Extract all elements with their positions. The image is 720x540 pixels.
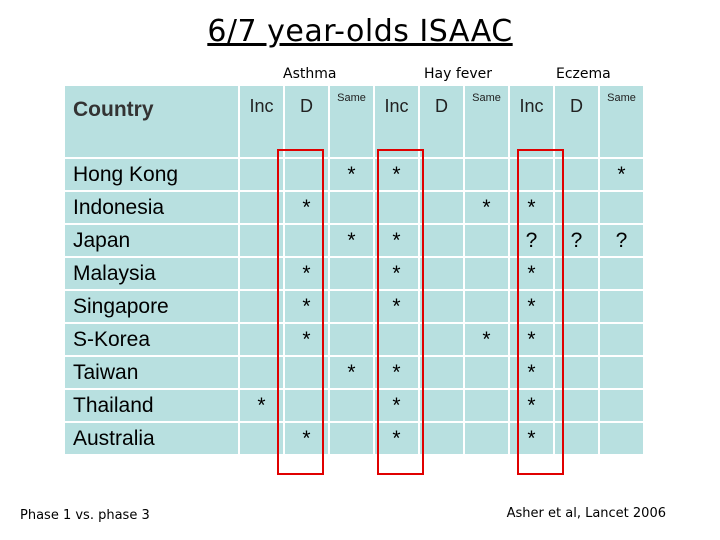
cell-asthma-same: [329, 191, 374, 224]
cell-hayfever-inc: *: [374, 158, 419, 191]
cell-eczema-inc: *: [509, 422, 554, 455]
cell-eczema-inc: [509, 158, 554, 191]
cell-eczema-d: [554, 158, 599, 191]
country-cell: Australia: [64, 422, 239, 455]
cell-asthma-same: [329, 323, 374, 356]
cell-hayfever-same: [464, 422, 509, 455]
cell-asthma-d: *: [284, 191, 329, 224]
cell-hayfever-inc: [374, 323, 419, 356]
header-country: Country: [64, 85, 239, 158]
cell-hayfever-same: [464, 389, 509, 422]
cell-eczema-d: [554, 323, 599, 356]
cell-hayfever-d: [419, 389, 464, 422]
table-row: [64, 356, 644, 389]
cell-asthma-d: *: [284, 257, 329, 290]
cell-eczema-same: ?: [599, 224, 644, 257]
cell-eczema-d: [554, 389, 599, 422]
cell-hayfever-d: [419, 224, 464, 257]
group-label-asthma: Asthma: [283, 66, 337, 82]
cell-hayfever-d: [419, 356, 464, 389]
cell-eczema-same: [599, 389, 644, 422]
country-cell: S-Korea: [64, 323, 239, 356]
header-asthma-same: Same: [329, 85, 374, 158]
cell-hayfever-same: *: [464, 323, 509, 356]
cell-hayfever-same: [464, 158, 509, 191]
cell-asthma-d: *: [284, 323, 329, 356]
cell-hayfever-same: [464, 290, 509, 323]
cell-hayfever-d: [419, 323, 464, 356]
cell-eczema-d: ?: [554, 224, 599, 257]
cell-asthma-same: [329, 257, 374, 290]
cell-asthma-inc: [239, 422, 284, 455]
cell-hayfever-inc: *: [374, 422, 419, 455]
cell-hayfever-inc: *: [374, 224, 419, 257]
table-row: [64, 191, 644, 224]
cell-asthma-inc: [239, 191, 284, 224]
country-cell: Hong Kong: [64, 158, 239, 191]
cell-asthma-inc: *: [239, 389, 284, 422]
group-label-hayfever: Hay fever: [424, 66, 493, 82]
cell-asthma-inc: [239, 224, 284, 257]
cell-eczema-inc: *: [509, 257, 554, 290]
cell-asthma-d: [284, 224, 329, 257]
footer-citation: Asher et al, Lancet 2006: [506, 506, 666, 521]
cell-asthma-same: *: [329, 158, 374, 191]
country-cell: Malaysia: [64, 257, 239, 290]
table-row: [64, 257, 644, 290]
cell-eczema-inc: *: [509, 191, 554, 224]
cell-eczema-same: [599, 290, 644, 323]
cell-hayfever-inc: *: [374, 290, 419, 323]
country-cell: Thailand: [64, 389, 239, 422]
cell-eczema-same: [599, 356, 644, 389]
cell-hayfever-inc: *: [374, 389, 419, 422]
cell-hayfever-d: [419, 257, 464, 290]
cell-asthma-same: [329, 290, 374, 323]
cell-asthma-d: *: [284, 422, 329, 455]
header-hayfever-inc: Inc: [374, 85, 419, 158]
country-cell: Indonesia: [64, 191, 239, 224]
header-row: [64, 85, 644, 158]
cell-eczema-inc: *: [509, 356, 554, 389]
header-asthma-inc: Inc: [239, 85, 284, 158]
cell-hayfever-d: [419, 158, 464, 191]
header-hayfever-same: Same: [464, 85, 509, 158]
cell-asthma-same: [329, 389, 374, 422]
cell-hayfever-same: *: [464, 191, 509, 224]
results-table: [63, 84, 645, 456]
cell-eczema-same: *: [599, 158, 644, 191]
cell-hayfever-same: [464, 356, 509, 389]
cell-asthma-inc: [239, 158, 284, 191]
cell-eczema-inc: ?: [509, 224, 554, 257]
cell-asthma-same: [329, 422, 374, 455]
cell-eczema-inc: *: [509, 290, 554, 323]
cell-hayfever-inc: *: [374, 257, 419, 290]
cell-eczema-d: [554, 290, 599, 323]
cell-hayfever-same: [464, 224, 509, 257]
cell-asthma-d: [284, 356, 329, 389]
cell-asthma-d: [284, 158, 329, 191]
footer-phase-note: Phase 1 vs. phase 3: [20, 508, 150, 523]
table-row: [64, 158, 644, 191]
cell-hayfever-inc: *: [374, 356, 419, 389]
table-row: [64, 422, 644, 455]
cell-hayfever-d: [419, 422, 464, 455]
cell-hayfever-inc: [374, 191, 419, 224]
cell-asthma-d: *: [284, 290, 329, 323]
cell-hayfever-d: [419, 290, 464, 323]
slide-title: 6/7 year-olds ISAAC: [207, 14, 513, 49]
header-eczema-d: D: [554, 85, 599, 158]
cell-eczema-same: [599, 323, 644, 356]
cell-eczema-d: [554, 422, 599, 455]
table-row: [64, 323, 644, 356]
cell-eczema-d: [554, 356, 599, 389]
cell-asthma-inc: [239, 290, 284, 323]
header-eczema-same: Same: [599, 85, 644, 158]
cell-asthma-same: *: [329, 224, 374, 257]
country-cell: Singapore: [64, 290, 239, 323]
cell-eczema-d: [554, 191, 599, 224]
table-row: [64, 389, 644, 422]
cell-eczema-same: [599, 191, 644, 224]
cell-eczema-same: [599, 257, 644, 290]
country-cell: Taiwan: [64, 356, 239, 389]
cell-eczema-inc: *: [509, 389, 554, 422]
cell-hayfever-d: [419, 191, 464, 224]
cell-eczema-inc: *: [509, 323, 554, 356]
cell-asthma-inc: [239, 356, 284, 389]
country-cell: Japan: [64, 224, 239, 257]
header-asthma-d: D: [284, 85, 329, 158]
table-row: [64, 224, 644, 257]
table-row: [64, 290, 644, 323]
cell-asthma-d: [284, 389, 329, 422]
header-hayfever-d: D: [419, 85, 464, 158]
cell-eczema-d: [554, 257, 599, 290]
cell-asthma-same: *: [329, 356, 374, 389]
cell-asthma-inc: [239, 257, 284, 290]
cell-asthma-inc: [239, 323, 284, 356]
cell-hayfever-same: [464, 257, 509, 290]
group-label-eczema: Eczema: [556, 66, 611, 82]
cell-eczema-same: [599, 422, 644, 455]
header-eczema-inc: Inc: [509, 85, 554, 158]
